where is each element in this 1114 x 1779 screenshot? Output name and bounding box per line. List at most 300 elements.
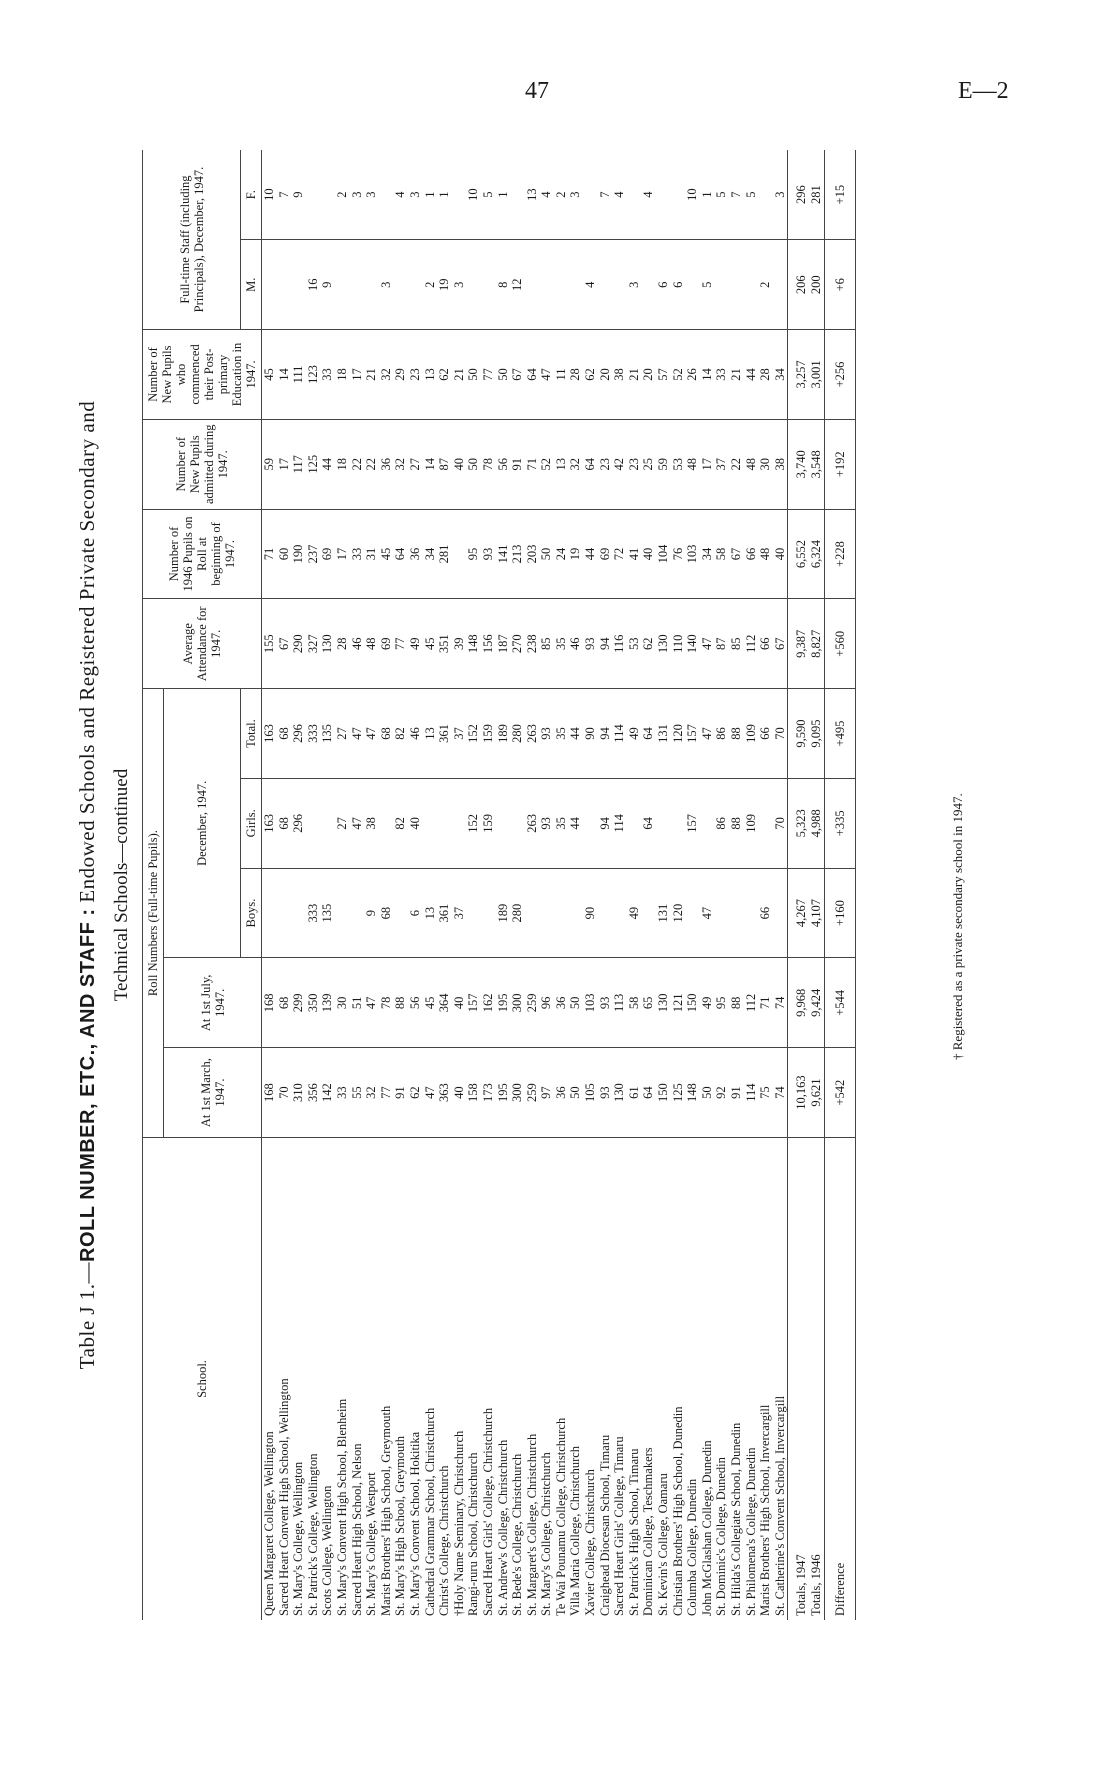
school-name: St. Catherine's Convent School, Invercargill (772, 1395, 787, 1616)
school-name: Sacred Heart Convent High School, Wellington (276, 1378, 291, 1616)
cell-july: 50 (568, 958, 583, 1048)
cell-adm: 91 (510, 419, 525, 509)
cell-com: 23 (408, 330, 423, 420)
cell-boys (714, 868, 729, 958)
cell-boys: 37 (452, 868, 467, 958)
cell-att: 85 (539, 599, 554, 689)
table-row (291, 150, 306, 1620)
school-name: St. Patrick's High School, Timaru (626, 1448, 641, 1616)
cell-march: 105 (583, 1048, 598, 1138)
cell-total: 94 (598, 689, 613, 779)
cell-total: 120 (671, 689, 686, 779)
school-name: Villa Maria College, Christchurch (568, 1445, 583, 1616)
cell-boys: 120 (671, 868, 686, 958)
cell-march: 114 (744, 1048, 759, 1138)
cell-p1946: 213 (510, 509, 525, 599)
table-row (612, 150, 627, 1620)
cell-p1946: 44 (583, 509, 598, 599)
school-name: Marist Brothers' High School, Invercargill (758, 1404, 773, 1616)
cell-july: 300 (510, 958, 525, 1048)
school-name: St. Dominic's College, Dunedin (714, 1457, 729, 1616)
table-row (350, 150, 365, 1620)
cell-f: 10 (685, 150, 700, 240)
cell-july: 49 (700, 958, 715, 1048)
col-pupils-1946: Number of 1946 Pupils on Roll at beginning of 1947. (143, 509, 262, 599)
cell-march: 168 (262, 1048, 277, 1138)
cell-f (671, 150, 686, 240)
cell-total: 131 (656, 689, 671, 779)
cell-att: 290 (291, 599, 306, 689)
cell-girls: 4,988 (809, 778, 824, 868)
cell-m (598, 240, 613, 330)
cell-att: 28 (335, 599, 350, 689)
col-staff-f: F. (241, 150, 262, 240)
cell-p1946: 71 (262, 509, 277, 599)
cell-adm: 17 (277, 419, 292, 509)
cell-girls: 68 (277, 778, 292, 868)
cell-att: 140 (685, 599, 700, 689)
cell-m (350, 240, 365, 330)
cell-march: 62 (408, 1048, 423, 1138)
cell-july: 168 (262, 958, 277, 1048)
cell-m (393, 240, 408, 330)
cell-adm: 23 (627, 419, 642, 509)
cell-july: 195 (496, 958, 511, 1048)
cell-m: 6 (671, 240, 686, 330)
table-row (379, 150, 394, 1620)
cell-boys (350, 868, 365, 958)
cell-com: 3,257 (788, 330, 809, 420)
cell-march: 32 (364, 1048, 379, 1138)
cell-m: +6 (824, 240, 856, 330)
cell-boys: 66 (758, 868, 773, 958)
cell-boys (744, 868, 759, 958)
cell-july: 65 (641, 958, 656, 1048)
cell-f: 3 (568, 150, 583, 240)
cell-m (364, 240, 379, 330)
cell-adm: 32 (568, 419, 583, 509)
cell-com: 67 (510, 330, 525, 420)
cell-total: 296 (291, 689, 306, 779)
cell-july: 113 (612, 958, 627, 1048)
cell-boys: 4,107 (809, 868, 824, 958)
cell-total: 49 (627, 689, 642, 779)
cell-att: 327 (306, 599, 321, 689)
cell-adm: 30 (758, 419, 773, 509)
cell-att: 270 (510, 599, 525, 689)
table-row (423, 150, 438, 1620)
cell-march: 158 (466, 1048, 481, 1138)
cell-july: 36 (554, 958, 569, 1048)
cell-com: 20 (641, 330, 656, 420)
cell-total: 93 (539, 689, 554, 779)
cell-girls: 296 (291, 778, 306, 868)
school-name: Xavier College, Christchurch (583, 1469, 598, 1616)
cell-adm: 3,740 (788, 419, 809, 509)
col-july: At 1st July, 1947. (164, 958, 262, 1048)
cell-adm: 37 (714, 419, 729, 509)
table-row (393, 150, 408, 1620)
table-row (525, 150, 540, 1620)
cell-f: 2 (554, 150, 569, 240)
rotated-table-block (70, 150, 1050, 1620)
cell-p1946 (452, 509, 467, 599)
cell-boys: 135 (320, 868, 335, 958)
cell-march: +542 (824, 1048, 856, 1138)
school-name: Rangi-ruru School, Christchurch (466, 1452, 481, 1616)
cell-boys (641, 868, 656, 958)
school-name: Christ's College, Christchurch (437, 1465, 452, 1616)
school-name: St. Andrew's College, Christchurch (495, 1439, 510, 1616)
cell-march: 50 (568, 1048, 583, 1138)
cell-march: 91 (393, 1048, 408, 1138)
table-title (70, 150, 139, 1620)
cell-total: 159 (481, 689, 496, 779)
cell-att: 116 (612, 599, 627, 689)
table-row (262, 150, 277, 1620)
cell-f: 9 (291, 150, 306, 240)
cell-p1946: 67 (729, 509, 744, 599)
cell-total: 66 (758, 689, 773, 779)
cell-boys (729, 868, 744, 958)
table-row (656, 150, 671, 1620)
cell-boys (539, 868, 554, 958)
cell-july: 88 (393, 958, 408, 1048)
school-name: John McGlashan College, Dunedin (699, 1440, 714, 1616)
cell-girls: 40 (408, 778, 423, 868)
cell-march: 92 (714, 1048, 729, 1138)
cell-f: 4 (612, 150, 627, 240)
cell-p1946: 60 (277, 509, 292, 599)
cell-girls: 86 (714, 778, 729, 868)
cell-july: 40 (452, 958, 467, 1048)
cell-att: 8,827 (809, 599, 824, 689)
cell-total: 88 (729, 689, 744, 779)
table-row (335, 150, 350, 1620)
table-row (598, 150, 613, 1620)
cell-july: 30 (335, 958, 350, 1048)
cell-att: 110 (671, 599, 686, 689)
cell-f (583, 150, 598, 240)
cell-boys: 6 (408, 868, 423, 958)
cell-july: 103 (583, 958, 598, 1048)
cell-boys: 47 (700, 868, 715, 958)
cell-f (306, 150, 321, 240)
cell-march: 150 (656, 1048, 671, 1138)
cell-total: 47 (700, 689, 715, 779)
table-row (306, 150, 321, 1620)
cell-m (773, 240, 788, 330)
cell-july: 364 (437, 958, 452, 1048)
cell-att: 53 (627, 599, 642, 689)
school-name: St. Hilda's Collegiate School, Dunedin (729, 1422, 743, 1616)
cell-adm: 18 (335, 419, 350, 509)
cell-boys (393, 868, 408, 958)
cell-com: 33 (714, 330, 729, 420)
cell-com: 21 (452, 330, 467, 420)
school-name: St. Mary's Convent School, Hokitika (407, 1431, 422, 1616)
cell-girls: 114 (612, 778, 627, 868)
cell-girls (671, 778, 686, 868)
cell-att: 49 (408, 599, 423, 689)
school-name: St. Mary's College, Westport (364, 1472, 379, 1616)
school-name: Dominican College, Teschmakers (641, 1447, 656, 1616)
cell-com: 62 (437, 330, 452, 420)
school-name: St. Mary's College, Christchurch (539, 1452, 554, 1616)
school-name: Sacred Heart Girls' College, Christchurch (480, 1407, 495, 1616)
title-prefix: Table J 1.— (75, 1261, 99, 1370)
cell-att: 148 (466, 599, 481, 689)
cell-boys: 131 (656, 868, 671, 958)
cell-total: 9,095 (809, 689, 824, 779)
cell-com: 28 (568, 330, 583, 420)
cell-girls: 64 (641, 778, 656, 868)
cell-total: 163 (262, 689, 277, 779)
cell-july: 88 (729, 958, 744, 1048)
cell-girls: 109 (744, 778, 759, 868)
table-row (496, 150, 511, 1620)
cell-p1946: 58 (714, 509, 729, 599)
school-name: Scots College, Wellington (320, 1485, 335, 1616)
cell-m (466, 240, 481, 330)
cell-f (379, 150, 394, 240)
cell-march: 77 (379, 1048, 394, 1138)
cell-adm: 22 (729, 419, 744, 509)
cell-att: 67 (773, 599, 788, 689)
cell-july: +544 (824, 958, 856, 1048)
cell-girls (452, 778, 467, 868)
cell-att: 156 (481, 599, 496, 689)
cell-f: 10 (262, 150, 277, 240)
cell-girls: 35 (554, 778, 569, 868)
cell-com: 18 (335, 330, 350, 420)
cell-p1946: 103 (685, 509, 700, 599)
cell-adm: 3,548 (809, 419, 824, 509)
cell-total: 46 (408, 689, 423, 779)
col-admitted: Number of New Pupils admitted during 1947. (143, 419, 262, 509)
cell-m (612, 240, 627, 330)
table-row (277, 150, 292, 1620)
cell-adm: 44 (320, 419, 335, 509)
cell-p1946: 34 (423, 509, 438, 599)
cell-p1946: 190 (291, 509, 306, 599)
col-roll-group: Roll Numbers (Full-time Pupils). (143, 689, 164, 1138)
cell-total: +495 (824, 689, 856, 779)
cell-boys: 68 (379, 868, 394, 958)
cell-com: 38 (612, 330, 627, 420)
cell-boys (481, 868, 496, 958)
cell-march: 130 (612, 1048, 627, 1138)
cell-m (685, 240, 700, 330)
cell-total: 9,590 (788, 689, 809, 779)
cell-m: 2 (423, 240, 438, 330)
cell-f: 281 (809, 150, 824, 240)
cell-july: 56 (408, 958, 423, 1048)
cell-march: 125 (671, 1048, 686, 1138)
cell-july: 78 (379, 958, 394, 1048)
cell-july: 93 (598, 958, 613, 1048)
cell-att: 85 (729, 599, 744, 689)
cell-com: 50 (496, 330, 511, 420)
cell-adm: 125 (306, 419, 321, 509)
cell-boys (525, 868, 540, 958)
cell-com: 17 (350, 330, 365, 420)
cell-f (627, 150, 642, 240)
cell-com: 26 (685, 330, 700, 420)
cell-boys: 13 (423, 868, 438, 958)
cell-f: 1 (437, 150, 452, 240)
cell-march: 356 (306, 1048, 321, 1138)
cell-m: 206 (788, 240, 809, 330)
cell-m (481, 240, 496, 330)
cell-boys: 4,267 (788, 868, 809, 958)
table-row (539, 150, 554, 1620)
cell-boys (685, 868, 700, 958)
school-name: Sacred Heart Girls' College, Timaru (612, 1436, 627, 1616)
cell-f: 1 (496, 150, 511, 240)
cell-total: 135 (320, 689, 335, 779)
cell-total: 82 (393, 689, 408, 779)
cell-f: 2 (335, 150, 350, 240)
table-row (510, 150, 525, 1620)
cell-p1946: 141 (496, 509, 511, 599)
table-row (583, 150, 598, 1620)
cell-girls: 94 (598, 778, 613, 868)
cell-m (729, 240, 744, 330)
cell-f: 4 (539, 150, 554, 240)
cell-boys (773, 868, 788, 958)
cell-m (525, 240, 540, 330)
cell-adm: 59 (656, 419, 671, 509)
school-name: St. Kevin's College, Oamaru (656, 1473, 671, 1616)
school-name: Columba College, Dunedin (685, 1478, 700, 1616)
cell-march: 36 (554, 1048, 569, 1138)
cell-total: 114 (612, 689, 627, 779)
cell-p1946: 31 (364, 509, 379, 599)
cell-total: 70 (773, 689, 788, 779)
cell-p1946: 48 (758, 509, 773, 599)
cell-boys (335, 868, 350, 958)
cell-com: 44 (744, 330, 759, 420)
cell-com: 29 (393, 330, 408, 420)
cell-com: 62 (583, 330, 598, 420)
cell-march: 142 (320, 1048, 335, 1138)
cell-f: 4 (641, 150, 656, 240)
cell-girls (496, 778, 511, 868)
cell-girls: 27 (335, 778, 350, 868)
cell-girls: 152 (466, 778, 481, 868)
cell-girls: 157 (685, 778, 700, 868)
cell-total: 361 (437, 689, 452, 779)
cell-july: 139 (320, 958, 335, 1048)
cell-total: 68 (277, 689, 292, 779)
cell-com: 32 (379, 330, 394, 420)
cell-f: 13 (525, 150, 540, 240)
cell-adm: +192 (824, 419, 856, 509)
cell-m (291, 240, 306, 330)
school-name: St. Patrick's College, Wellington (305, 1453, 320, 1616)
cell-f: 4 (393, 150, 408, 240)
cell-july: 74 (773, 958, 788, 1048)
cell-july: 9,424 (809, 958, 824, 1048)
cell-com: 14 (277, 330, 292, 420)
cell-com: 57 (656, 330, 671, 420)
page-number: 47 (525, 78, 549, 104)
school-name: Te Wai Pounamu College, Christchurch (553, 1417, 568, 1616)
cell-p1946: 19 (568, 509, 583, 599)
cell-com: 21 (729, 330, 744, 420)
cell-f: 1 (700, 150, 715, 240)
cell-att: 93 (583, 599, 598, 689)
cell-girls: 44 (568, 778, 583, 868)
cell-boys (262, 868, 277, 958)
cell-girls: 263 (525, 778, 540, 868)
school-name: Marist Brothers' High School, Greymouth (378, 1405, 393, 1616)
cell-att: 130 (320, 599, 335, 689)
cell-f (656, 150, 671, 240)
cell-adm: 36 (379, 419, 394, 509)
cell-girls: 38 (364, 778, 379, 868)
table-row (627, 150, 642, 1620)
cell-m: 4 (583, 240, 598, 330)
cell-com: 50 (466, 330, 481, 420)
cell-f: 1 (423, 150, 438, 240)
school-name: St. Mary's Convent High School, Blenheim (334, 1398, 349, 1616)
title-rest: Endowed Schools and Registered Private Secondary and (75, 400, 99, 909)
cell-adm: 48 (744, 419, 759, 509)
cell-girls (306, 778, 321, 868)
col-boys: Boys. (241, 868, 262, 958)
cell-att: 155 (262, 599, 277, 689)
school-name: St. Bede's College, Christchurch (510, 1453, 525, 1616)
cell-adm: 23 (598, 419, 613, 509)
cell-com: 3,001 (809, 330, 824, 420)
school-name: Christian Brothers' High School, Dunedin (670, 1406, 685, 1616)
cell-m: 5 (700, 240, 715, 330)
cell-march: 61 (627, 1048, 642, 1138)
cell-girls (423, 778, 438, 868)
cell-adm: 59 (262, 419, 277, 509)
cell-m (568, 240, 583, 330)
col-december: December, 1947. (164, 689, 241, 958)
cell-boys: 333 (306, 868, 321, 958)
cell-july: 96 (539, 958, 554, 1048)
cell-adm: 42 (612, 419, 627, 509)
cell-adm: 78 (481, 419, 496, 509)
table-body (262, 150, 856, 1620)
table-row (671, 150, 686, 1620)
col-march: At 1st March, 1947. (164, 1048, 262, 1138)
cell-att: 130 (656, 599, 671, 689)
cell-p1946: 34 (700, 509, 715, 599)
cell-p1946: 24 (554, 509, 569, 599)
cell-p1946: 17 (335, 509, 350, 599)
cell-adm: 25 (641, 419, 656, 509)
cell-att: 45 (423, 599, 438, 689)
table-row (466, 150, 481, 1620)
cell-girls (379, 778, 394, 868)
cell-march: 70 (277, 1048, 292, 1138)
cell-f (758, 150, 773, 240)
cell-boys: 9 (364, 868, 379, 958)
cell-girls (437, 778, 452, 868)
cell-m (539, 240, 554, 330)
cell-f: 7 (598, 150, 613, 240)
cell-m: 9 (320, 240, 335, 330)
cell-f: 3 (364, 150, 379, 240)
cell-july: 157 (466, 958, 481, 1048)
school-name: Difference (824, 1137, 856, 1620)
